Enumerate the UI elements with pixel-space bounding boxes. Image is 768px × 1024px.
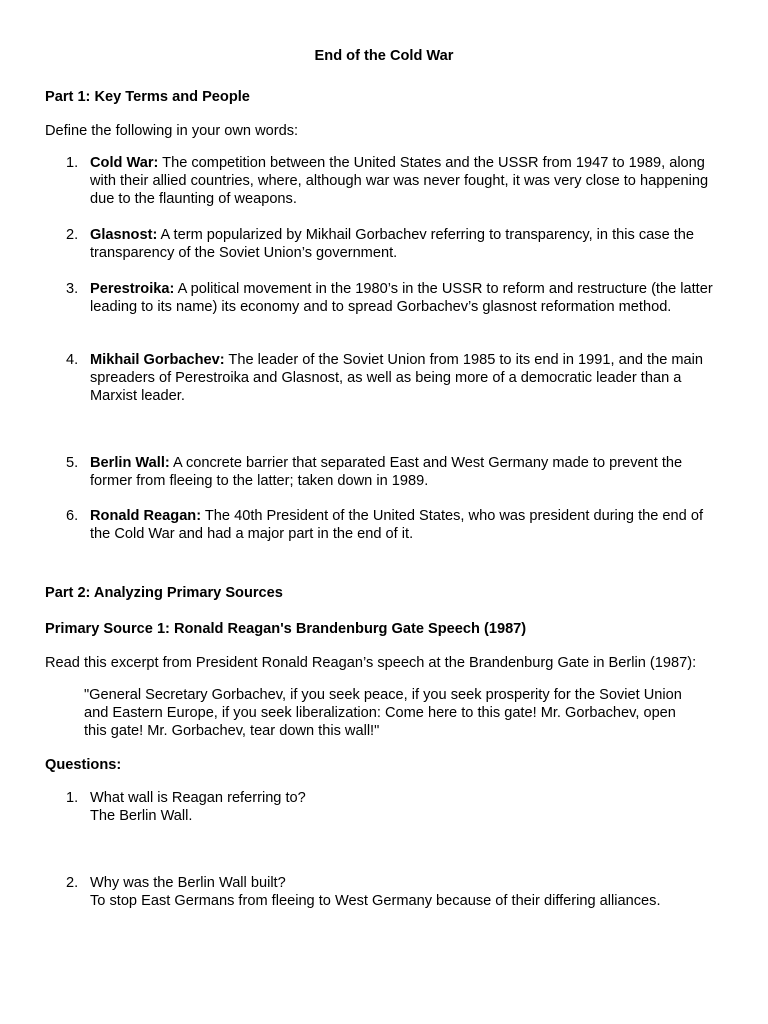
- term-label: Glasnost:: [90, 227, 158, 243]
- item-number: 3.: [66, 281, 79, 297]
- answer-text: To stop East Germans from fleeing to West Germany because of their differing alliances.: [90, 893, 661, 909]
- term-label: Berlin Wall:: [90, 455, 170, 471]
- term-item-berlin-wall: [66, 454, 726, 490]
- term-item-cold-war: [66, 154, 726, 208]
- term-definition: A concrete barrier that separated East and West Germany made to prevent the former from fleeing to the latter; taken down in 1989.: [90, 455, 683, 489]
- item-number: 5.: [66, 455, 79, 471]
- item-number: 2.: [66, 227, 79, 243]
- item-number: 1.: [66, 155, 79, 171]
- term-label: Cold War:: [90, 155, 159, 171]
- question-text: Why was the Berlin Wall built?: [90, 875, 286, 891]
- source-intro: Read this excerpt from President Ronald Reagan’s speech at the Brandenburg Gate in Berlin (1987):: [45, 655, 697, 671]
- part1-heading: Part 1: Key Terms and People: [45, 89, 250, 105]
- term-definition: A political movement in the 1980’s in the USSR to reform and restructure (the latter leading to its name) its economy and to spread Gorbachev’s glasnost reformation method.: [90, 281, 713, 315]
- question-item: [66, 789, 726, 825]
- term-item-perestroika: [66, 280, 726, 316]
- item-number: 2.: [66, 875, 79, 891]
- questions-heading: Questions:: [45, 757, 122, 773]
- term-label: Ronald Reagan:: [90, 508, 202, 524]
- question-item: [66, 874, 726, 910]
- item-number: 1.: [66, 790, 79, 806]
- document-title: End of the Cold War: [314, 48, 454, 64]
- item-number: 6.: [66, 508, 79, 524]
- answer-text: The Berlin Wall.: [90, 808, 193, 824]
- speech-quote: "General Secretary Gorbachev, if you seek peace, if you seek prosperity for the Soviet Union and Eastern Europe, if you seek liberalization: Come here to this gate! Mr. Gorbachev, open this gate! Mr. Gorbachev, tear down this wall!": [84, 687, 682, 739]
- term-definition: The 40th President of the United States, who was president during the end of the Cold War and had a major part in the end of it.: [90, 508, 704, 542]
- term-item-reagan: [66, 507, 726, 543]
- term-label: Mikhail Gorbachev:: [90, 352, 225, 368]
- term-label: Perestroika:: [90, 281, 175, 297]
- item-number: 4.: [66, 352, 79, 368]
- question-text: What wall is Reagan referring to?: [90, 790, 306, 806]
- term-item-gorbachev: [66, 351, 726, 405]
- term-definition: The leader of the Soviet Union from 1985 to its end in 1991, and the main spreaders of Perestroika and Glasnost, as well as being more of a democratic leader than a Marxist leader.: [90, 352, 704, 404]
- term-definition: The competition between the United States and the USSR from 1947 to 1989, along with their allied countries, where, although war was never fought, it was very close to happening due to the flaunting of weapons.: [90, 155, 709, 207]
- part2-heading: Part 2: Analyzing Primary Sources: [45, 585, 283, 601]
- term-definition: A term popularized by Mikhail Gorbachev referring to transparency, in this case the transparency of the Soviet Union’s government.: [90, 227, 695, 261]
- term-item-glasnost: [66, 226, 726, 262]
- primary-source-heading: Primary Source 1: Ronald Reagan's Brandenburg Gate Speech (1987): [45, 621, 527, 637]
- part1-instruction: Define the following in your own words:: [45, 123, 299, 139]
